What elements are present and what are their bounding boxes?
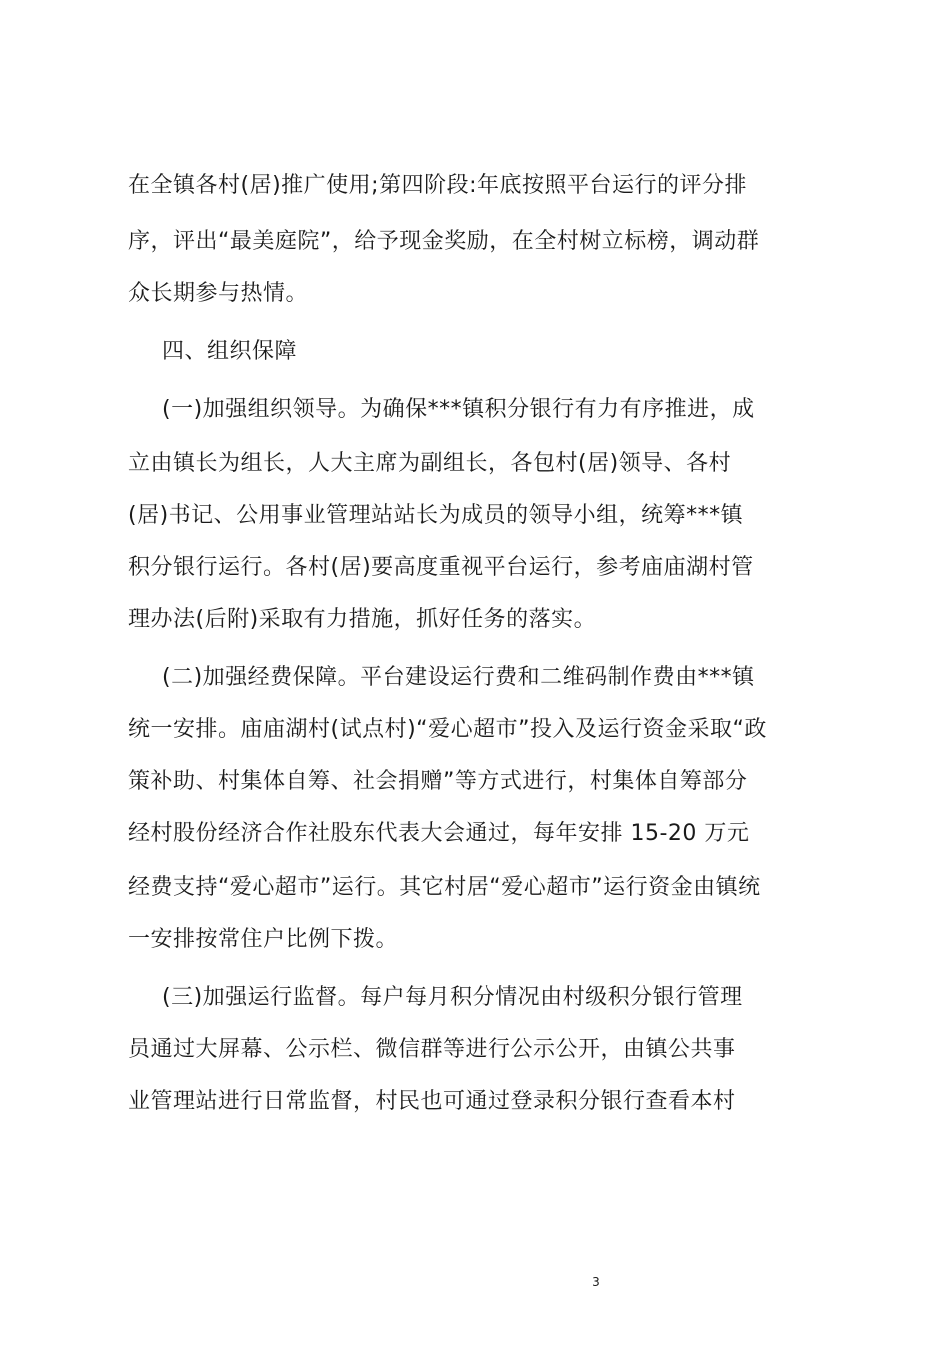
paragraph-first-line: (二)加强经费保障。平台建设运行费和二维码制作费由***镇 <box>162 665 755 690</box>
text-line: 业管理站进行日常监督，村民也可通过登录积分银行查看本村 <box>128 1089 736 1114</box>
text-line: 理办法(后附)采取有力措施，抓好任务的落实。 <box>128 607 597 632</box>
text-line: 经村股份经济合作社股东代表大会通过，每年安排 15-20 万元 <box>128 821 750 846</box>
text-line: 在全镇各村(居)推广使用;第四阶段:年底按照平台运行的评分排 <box>128 173 747 198</box>
text-line: 员通过大屏幕、公示栏、微信群等进行公示公开，由镇公共事 <box>128 1037 736 1062</box>
paragraph-first-line: (三)加强运行监督。每户每月积分情况由村级积分银行管理 <box>162 985 743 1010</box>
text-line: 积分银行运行。各村(居)要高度重视平台运行，参考庙庙湖村管 <box>128 555 754 580</box>
text-line: 序，评出“最美庭院”，给予现金奖励，在全村树立标榜，调动群 <box>128 229 760 254</box>
text-line: 经费支持“爱心超市”运行。其它村居“爱心超市”运行资金由镇统 <box>128 875 761 900</box>
section-heading: 四、组织保障 <box>162 339 298 364</box>
text-line: 立由镇长为组长，人大主席为副组长，各包村(居)领导、各村 <box>128 451 732 476</box>
text-line: 一安排按常住户比例下拨。 <box>128 927 399 952</box>
text-line: 策补助、村集体自筹、社会捐赠”等方式进行，村集体自筹部分 <box>128 769 748 794</box>
text-line: (居)书记、公用事业管理站站长为成员的领导小组，统筹***镇 <box>128 503 744 528</box>
text-line: 众长期参与热情。 <box>128 281 309 306</box>
paragraph-first-line: (一)加强组织领导。为确保***镇积分银行有力有序推进，成 <box>162 397 755 422</box>
text-line: 统一安排。庙庙湖村(试点村)“爱心超市”投入及运行资金采取“政 <box>128 717 767 742</box>
page-number: 3 <box>592 1275 600 1289</box>
